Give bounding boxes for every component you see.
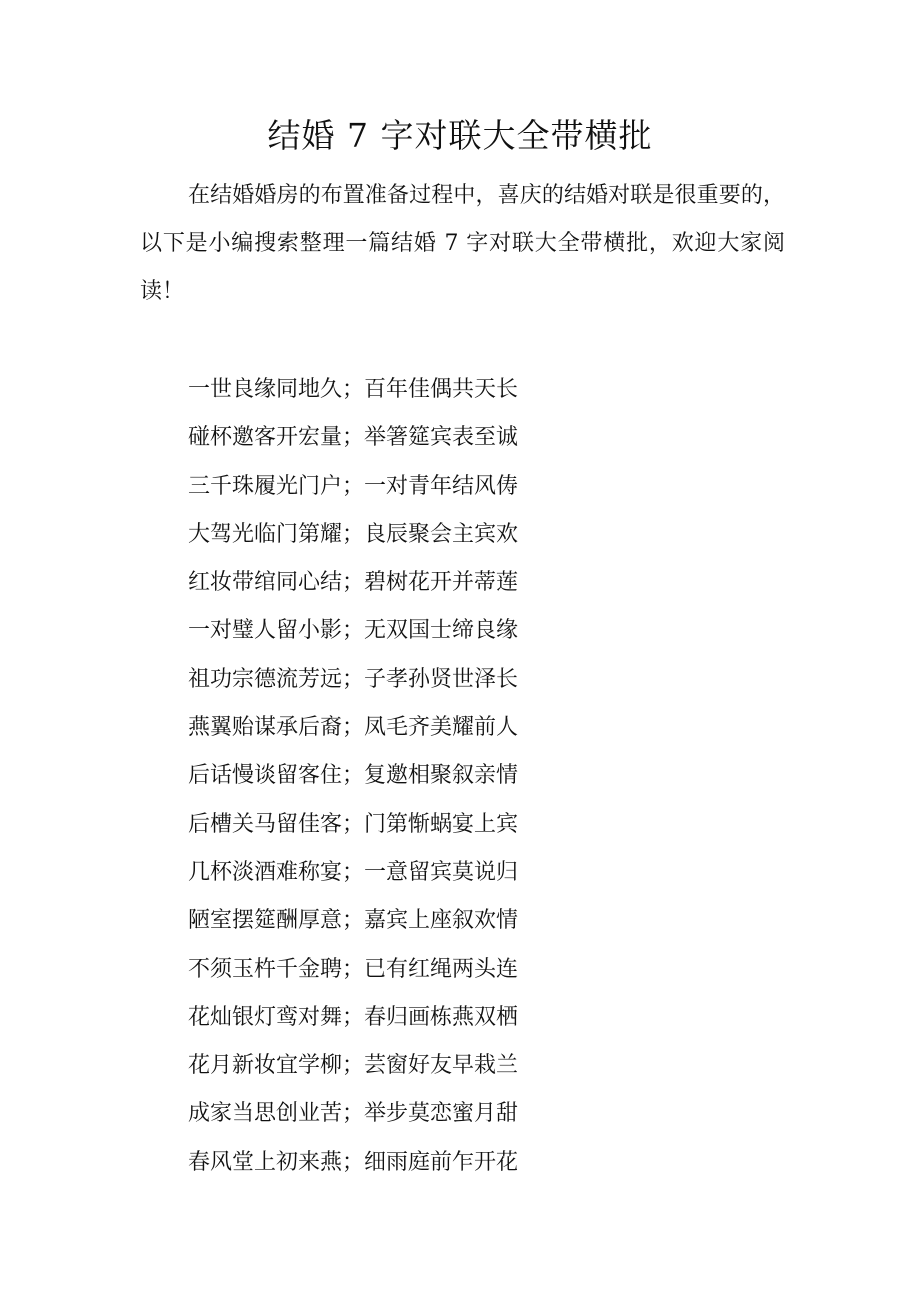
couplet-line: 祖功宗德流芳远；子孝孙贤世泽长 — [188, 666, 519, 692]
couplet-line: 碰杯邀客开宏量；举箸筵宾表至诚 — [188, 425, 519, 451]
couplet-line: 后槽关马留佳客；门第惭蜗宴上宾 — [188, 811, 519, 837]
couplet-line: 大驾光临门第耀；良辰聚会主宾欢 — [188, 521, 519, 547]
couplet-line: 花月新妆宜学柳；芸窗好友早栽兰 — [188, 1053, 519, 1079]
couplet-line: 一对璧人留小影；无双国士缔良缘 — [188, 618, 519, 644]
intro-paragraph: 在结婚婚房的布置准备过程中，喜庆的结婚对联是很重要的，以下是小编搜索整理一篇结婚 7 字对联大全带横批，欢迎大家阅读！ — [140, 183, 785, 304]
couplet-list — [188, 366, 688, 1187]
couplet-line: 春风堂上初来燕；细雨庭前乍开花 — [188, 1149, 519, 1175]
page-title: 结婚 7 字对联大全带横批 — [267, 116, 653, 155]
couplet-line: 红妆带绾同心结；碧树花开并蒂莲 — [188, 570, 519, 596]
couplet-line: 三千珠履光门户；一对青年结风俦 — [188, 473, 519, 499]
couplet-line: 花灿银灯鸾对舞；春归画栋燕双栖 — [188, 1004, 519, 1030]
couplet-line: 陋室摆筵酬厚意；嘉宾上座叙欢情 — [188, 908, 519, 934]
couplet-line: 燕翼贻谋承后裔；凤毛齐美耀前人 — [188, 715, 519, 741]
couplet-line: 后话慢谈留客住；复邀相聚叙亲情 — [188, 763, 519, 789]
couplet-line: 不须玉杵千金聘；已有红绳两头连 — [188, 956, 519, 982]
couplet-line: 一世良缘同地久；百年佳偶共天长 — [188, 377, 519, 402]
couplet-line: 成家当思创业苦；举步莫恋蜜月甜 — [188, 1101, 519, 1127]
couplet-line: 几杯淡酒难称宴；一意留宾莫说归 — [188, 859, 519, 885]
